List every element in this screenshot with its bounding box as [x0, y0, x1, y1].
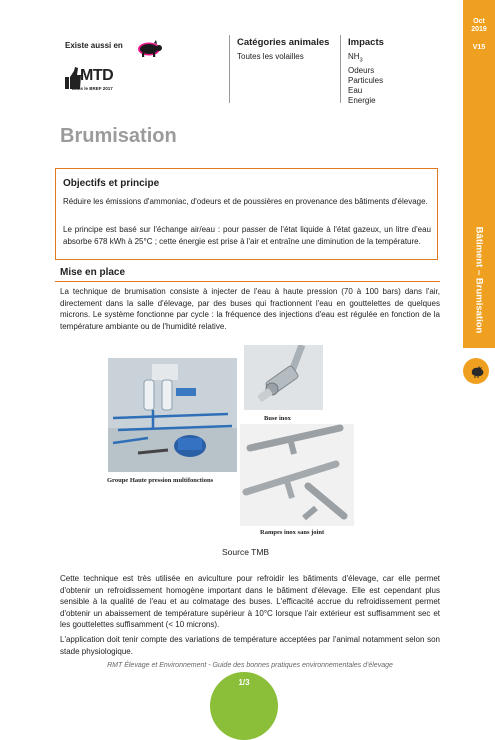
page-number: 1/3: [238, 678, 250, 687]
footer-text: RMT Élevage et Environnement - Guide des bonnes pratiques environnementales d'élevage: [107, 662, 393, 669]
photo-nozzle: [244, 345, 323, 410]
impact-item: Odeurs: [348, 65, 375, 75]
ramps-illustration: [240, 424, 354, 526]
mtd-logo-subtitle: Dans le BREF 2017: [72, 86, 113, 91]
objectives-paragraph: Réduire les émissions d'ammoniac, d'odeurs et de poussières en provenance des bâtiments d'élevage.: [63, 197, 428, 206]
impact-item: Particules: [348, 75, 384, 85]
body-paragraph: Cette technique est très utilisée en aviculture pour refroidir les bâtiments d'élevage, car elle permet d'obtenir un refroidissement homogène important dans le bâtiment d'élevage. Elle est cependant plus sensible à la qualité de l'eau et au colmatage des buses. L'efficacité accrue du refroidissement permet d'obtenir un abaissement de température supérieur à 10°C lorsque l'air extérieur est suffisamment sec et les gouttelettes suffisamment (< 10 microns).: [60, 574, 440, 629]
objectives-paragraph: Le principe est basé sur l'échange air/eau : pour passer de l'état liquide à l'état gazeux, un litre d'eau absorbe 678 kWh à 25°C ; cette énergie est prise à l'air et entraîne une diminution de la température.: [63, 225, 431, 246]
side-month: Oct: [473, 18, 485, 25]
objectives-heading: Objectifs et principe: [63, 178, 160, 189]
exists-also-label: Existe aussi en: [65, 41, 123, 50]
photo-source: Source TMB: [222, 547, 270, 557]
photo-caption: Groupe Haute pression multifonctions: [107, 477, 214, 484]
side-vertical-title: [472, 220, 486, 340]
section-heading-mise-en-place: Mise en place: [60, 267, 126, 278]
mtd-logo-text: MTD: [80, 67, 114, 84]
hen-icon: [469, 365, 485, 378]
nozzle-illustration: [244, 345, 323, 410]
side-vertical-title-text: Bâtiment – Brumisation: [473, 226, 485, 334]
side-date: [463, 18, 495, 34]
body-paragraph: L'application doit tenir compte des variations de température acceptées par l'animal notamment selon son stade physiologique.: [60, 635, 440, 656]
photo-pressure-unit: [108, 358, 237, 472]
impact-item: Eau: [348, 85, 363, 95]
categories-item: Toutes les volailles: [237, 52, 304, 61]
side-year: 2019: [471, 26, 487, 33]
pressure-unit-illustration: [108, 358, 237, 472]
categories-heading: Catégories animales: [237, 37, 330, 48]
header-divider: [229, 35, 230, 103]
header-divider: [340, 35, 341, 103]
impacts-list: [348, 52, 383, 106]
page-title: Brumisation: [60, 125, 177, 147]
photo-caption: Rampes inox sans joint: [260, 529, 325, 536]
impacts-heading: Impacts: [348, 37, 384, 48]
section-underline: [55, 281, 440, 282]
side-version: V15: [472, 44, 486, 51]
impact-item: $NH_3$: [348, 52, 363, 64]
pig-icon: [134, 39, 164, 59]
impact-item: Energie: [348, 95, 376, 105]
photo-ramps: [240, 424, 354, 526]
mise-en-place-paragraph: La technique de brumisation consiste à injecter de l'eau à haute pression (70 à 100 bars) dans l'air, directement dans la salle d'élevage, par des buses qui fractionnent l'eau en gouttelettes de quelques microns. Le système fonctionne par cycle : la fréquence des injections d'eau est régulée en fonction de la température ambiante ou de l'humidité relative.: [60, 287, 440, 331]
photo-caption: Buse inox: [264, 415, 291, 422]
